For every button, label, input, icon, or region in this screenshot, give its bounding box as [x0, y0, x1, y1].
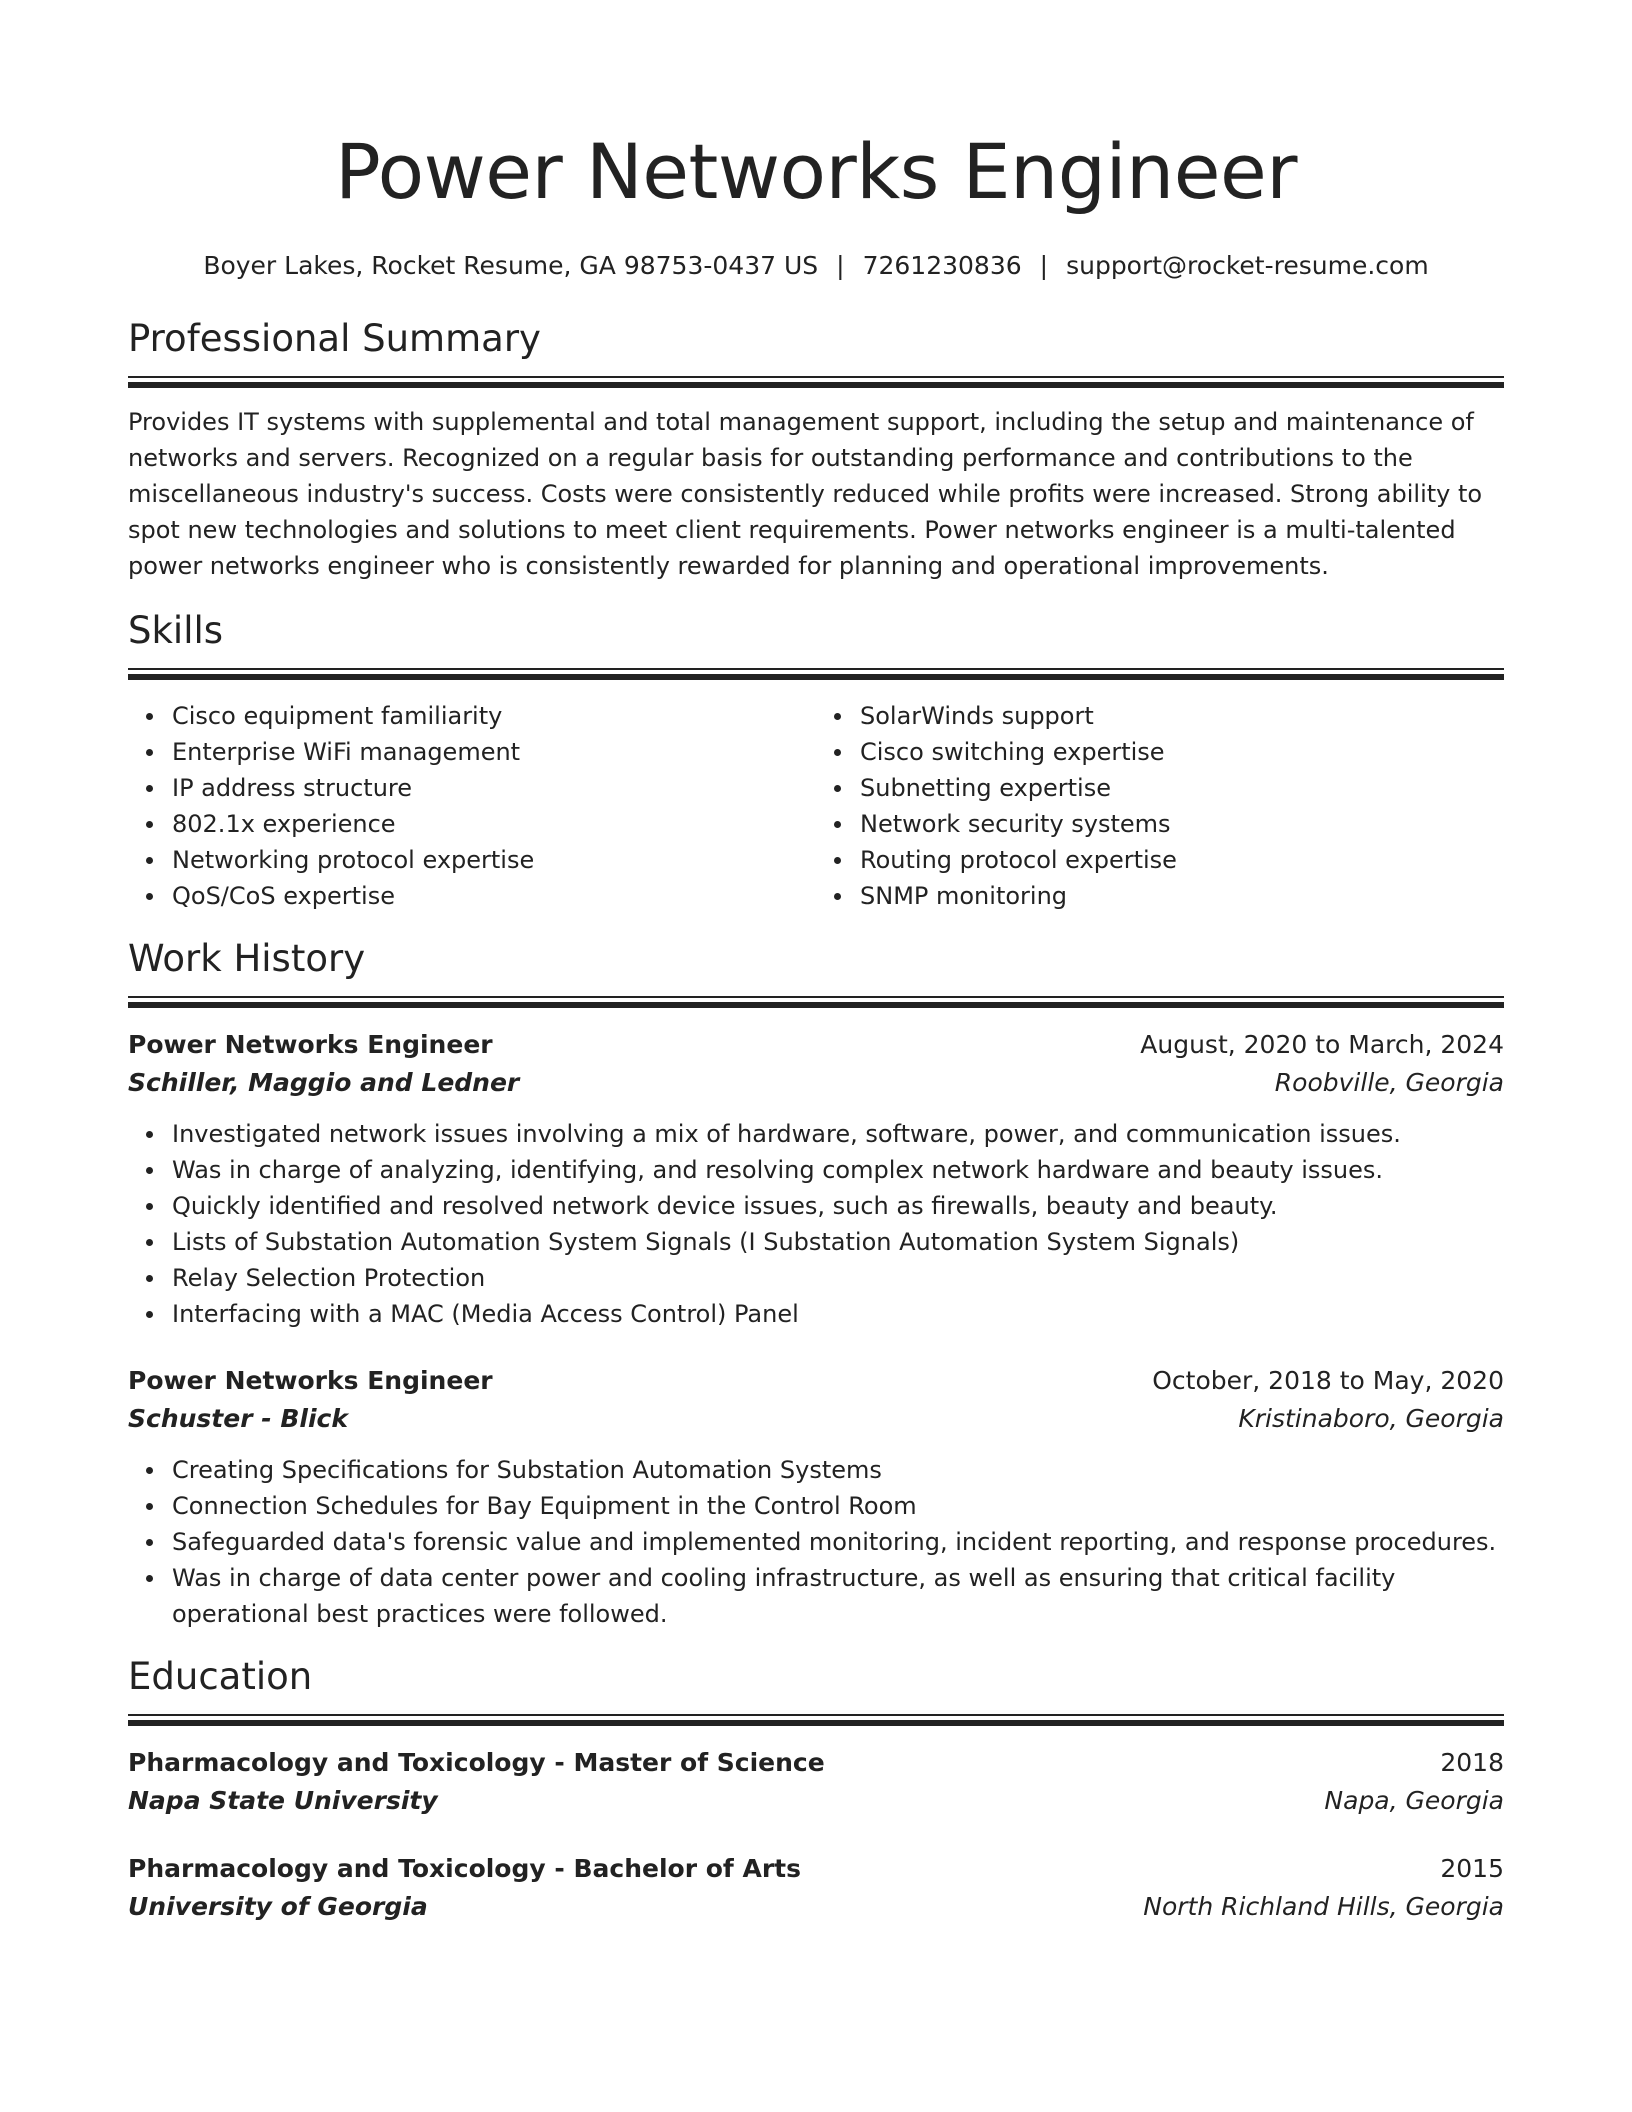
education-entry: [128, 1744, 1504, 1820]
job-company-row: [128, 1064, 1504, 1102]
summary-heading: Professional Summary: [128, 317, 541, 360]
job-bullet: Creating Specifications for Substation Automation Systems: [172, 1452, 1504, 1488]
skills-column-right: [816, 698, 1504, 914]
skill-item: SolarWinds support: [860, 698, 1504, 734]
job-header-row: [128, 1362, 1504, 1400]
skill-item: Networking protocol expertise: [172, 842, 816, 878]
education-section: [128, 1652, 1504, 1926]
education-school-row: [128, 1888, 1504, 1926]
contact-separator: |: [1039, 251, 1049, 280]
work-history-section: [128, 934, 1504, 1632]
contact-separator: |: [836, 251, 845, 280]
job-entry: [128, 1362, 1504, 1632]
work-history-heading: Work History: [128, 937, 366, 980]
job-entry: [128, 1026, 1504, 1332]
summary-text: Provides IT systems with supplemental and total management support, including the setup and maintenance of networks and servers. Recognized on a regular basis for outstanding performance and contributions to the miscellaneous industry's success. Costs were consistently reduced while profits were increased. Strong ability to spot new technologies and solutions to meet client requirements. Power networks engineer is a multi-talented power networks engineer who is consistently rewarded for planning and operational improvements.: [128, 408, 1483, 580]
job-dates: August, 2020 to March, 2024: [1140, 1030, 1504, 1059]
skills-heading: Skills: [128, 609, 224, 652]
education-header-row: [128, 1744, 1504, 1782]
job-company: Schuster - Blick: [128, 1404, 348, 1433]
job-bullet: Was in charge of analyzing, identifying, and resolving complex network hardware and beauty issues.: [172, 1152, 1504, 1188]
job-bullet: Connection Schedules for Bay Equipment in the Control Room: [172, 1488, 1504, 1524]
skill-item: SNMP monitoring: [860, 878, 1504, 914]
job-company: Schiller, Maggio and Ledner: [128, 1068, 520, 1097]
education-year: 2015: [1440, 1854, 1504, 1883]
education-degree: Pharmacology and Toxicology - Master of Science: [128, 1748, 825, 1777]
job-bullet: Investigated network issues involving a mix of hardware, software, power, and communication issues.: [172, 1116, 1504, 1152]
job-bullet: Quickly identified and resolved network device issues, such as firewalls, beauty and beauty.: [172, 1188, 1504, 1224]
skill-item: Network security systems: [860, 806, 1504, 842]
skill-item: Cisco switching expertise: [860, 734, 1504, 770]
job-title: Power Networks Engineer: [128, 1366, 493, 1395]
education-entry: [128, 1850, 1504, 1926]
skill-item: Routing protocol expertise: [860, 842, 1504, 878]
skills-column-left: [128, 698, 816, 914]
contact-phone: 7261230836: [862, 251, 1022, 280]
section-divider: [128, 996, 1504, 1008]
education-school: University of Georgia: [128, 1892, 428, 1921]
contact-address: Boyer Lakes, Rocket Resume, GA 98753-0437 US: [203, 251, 819, 280]
job-location: Kristinaboro, Georgia: [1238, 1404, 1504, 1433]
section-divider: [128, 1714, 1504, 1726]
section-divider: [128, 376, 1504, 388]
education-heading: Education: [128, 1655, 313, 1698]
education-degree: Pharmacology and Toxicology - Bachelor of Arts: [128, 1854, 801, 1883]
job-location: Roobville, Georgia: [1274, 1068, 1504, 1097]
job-bullets: [128, 1452, 1504, 1632]
skill-item: QoS/CoS expertise: [172, 878, 816, 914]
skills-section: [128, 606, 1504, 914]
education-school: Napa State University: [128, 1786, 438, 1815]
job-dates: October, 2018 to May, 2020: [1152, 1366, 1504, 1395]
job-bullet: Lists of Substation Automation System Signals (I Substation Automation System Signals): [172, 1224, 1504, 1260]
summary-section: [128, 314, 1504, 584]
job-bullet: Relay Selection Protection: [172, 1260, 1504, 1296]
job-header-row: [128, 1026, 1504, 1064]
skill-item: Enterprise WiFi management: [172, 734, 816, 770]
resume-name: Power Networks Engineer: [335, 127, 1297, 216]
education-year: 2018: [1440, 1748, 1504, 1777]
skill-item: Cisco equipment familiarity: [172, 698, 816, 734]
education-location: North Richland Hills, Georgia: [1143, 1892, 1504, 1921]
job-bullet: Safeguarded data's forensic value and implemented monitoring, incident reporting, and response procedures.: [172, 1524, 1504, 1560]
contact-line: [128, 248, 1504, 284]
job-bullets: [128, 1116, 1504, 1332]
skills-columns: [128, 698, 1504, 914]
job-bullet: Interfacing with a MAC (Media Access Control) Panel: [172, 1296, 1504, 1332]
section-divider: [128, 668, 1504, 680]
skill-item: 802.1x experience: [172, 806, 816, 842]
skill-item: Subnetting expertise: [860, 770, 1504, 806]
job-company-row: [128, 1400, 1504, 1438]
job-bullet: Was in charge of data center power and cooling infrastructure, as well as ensuring that critical facility operational best practices were followed.: [172, 1560, 1504, 1632]
education-school-row: [128, 1782, 1504, 1820]
education-location: Napa, Georgia: [1324, 1786, 1504, 1815]
contact-email: support@rocket-resume.com: [1066, 251, 1429, 280]
job-title: Power Networks Engineer: [128, 1030, 493, 1059]
skill-item: IP address structure: [172, 770, 816, 806]
education-header-row: [128, 1850, 1504, 1888]
